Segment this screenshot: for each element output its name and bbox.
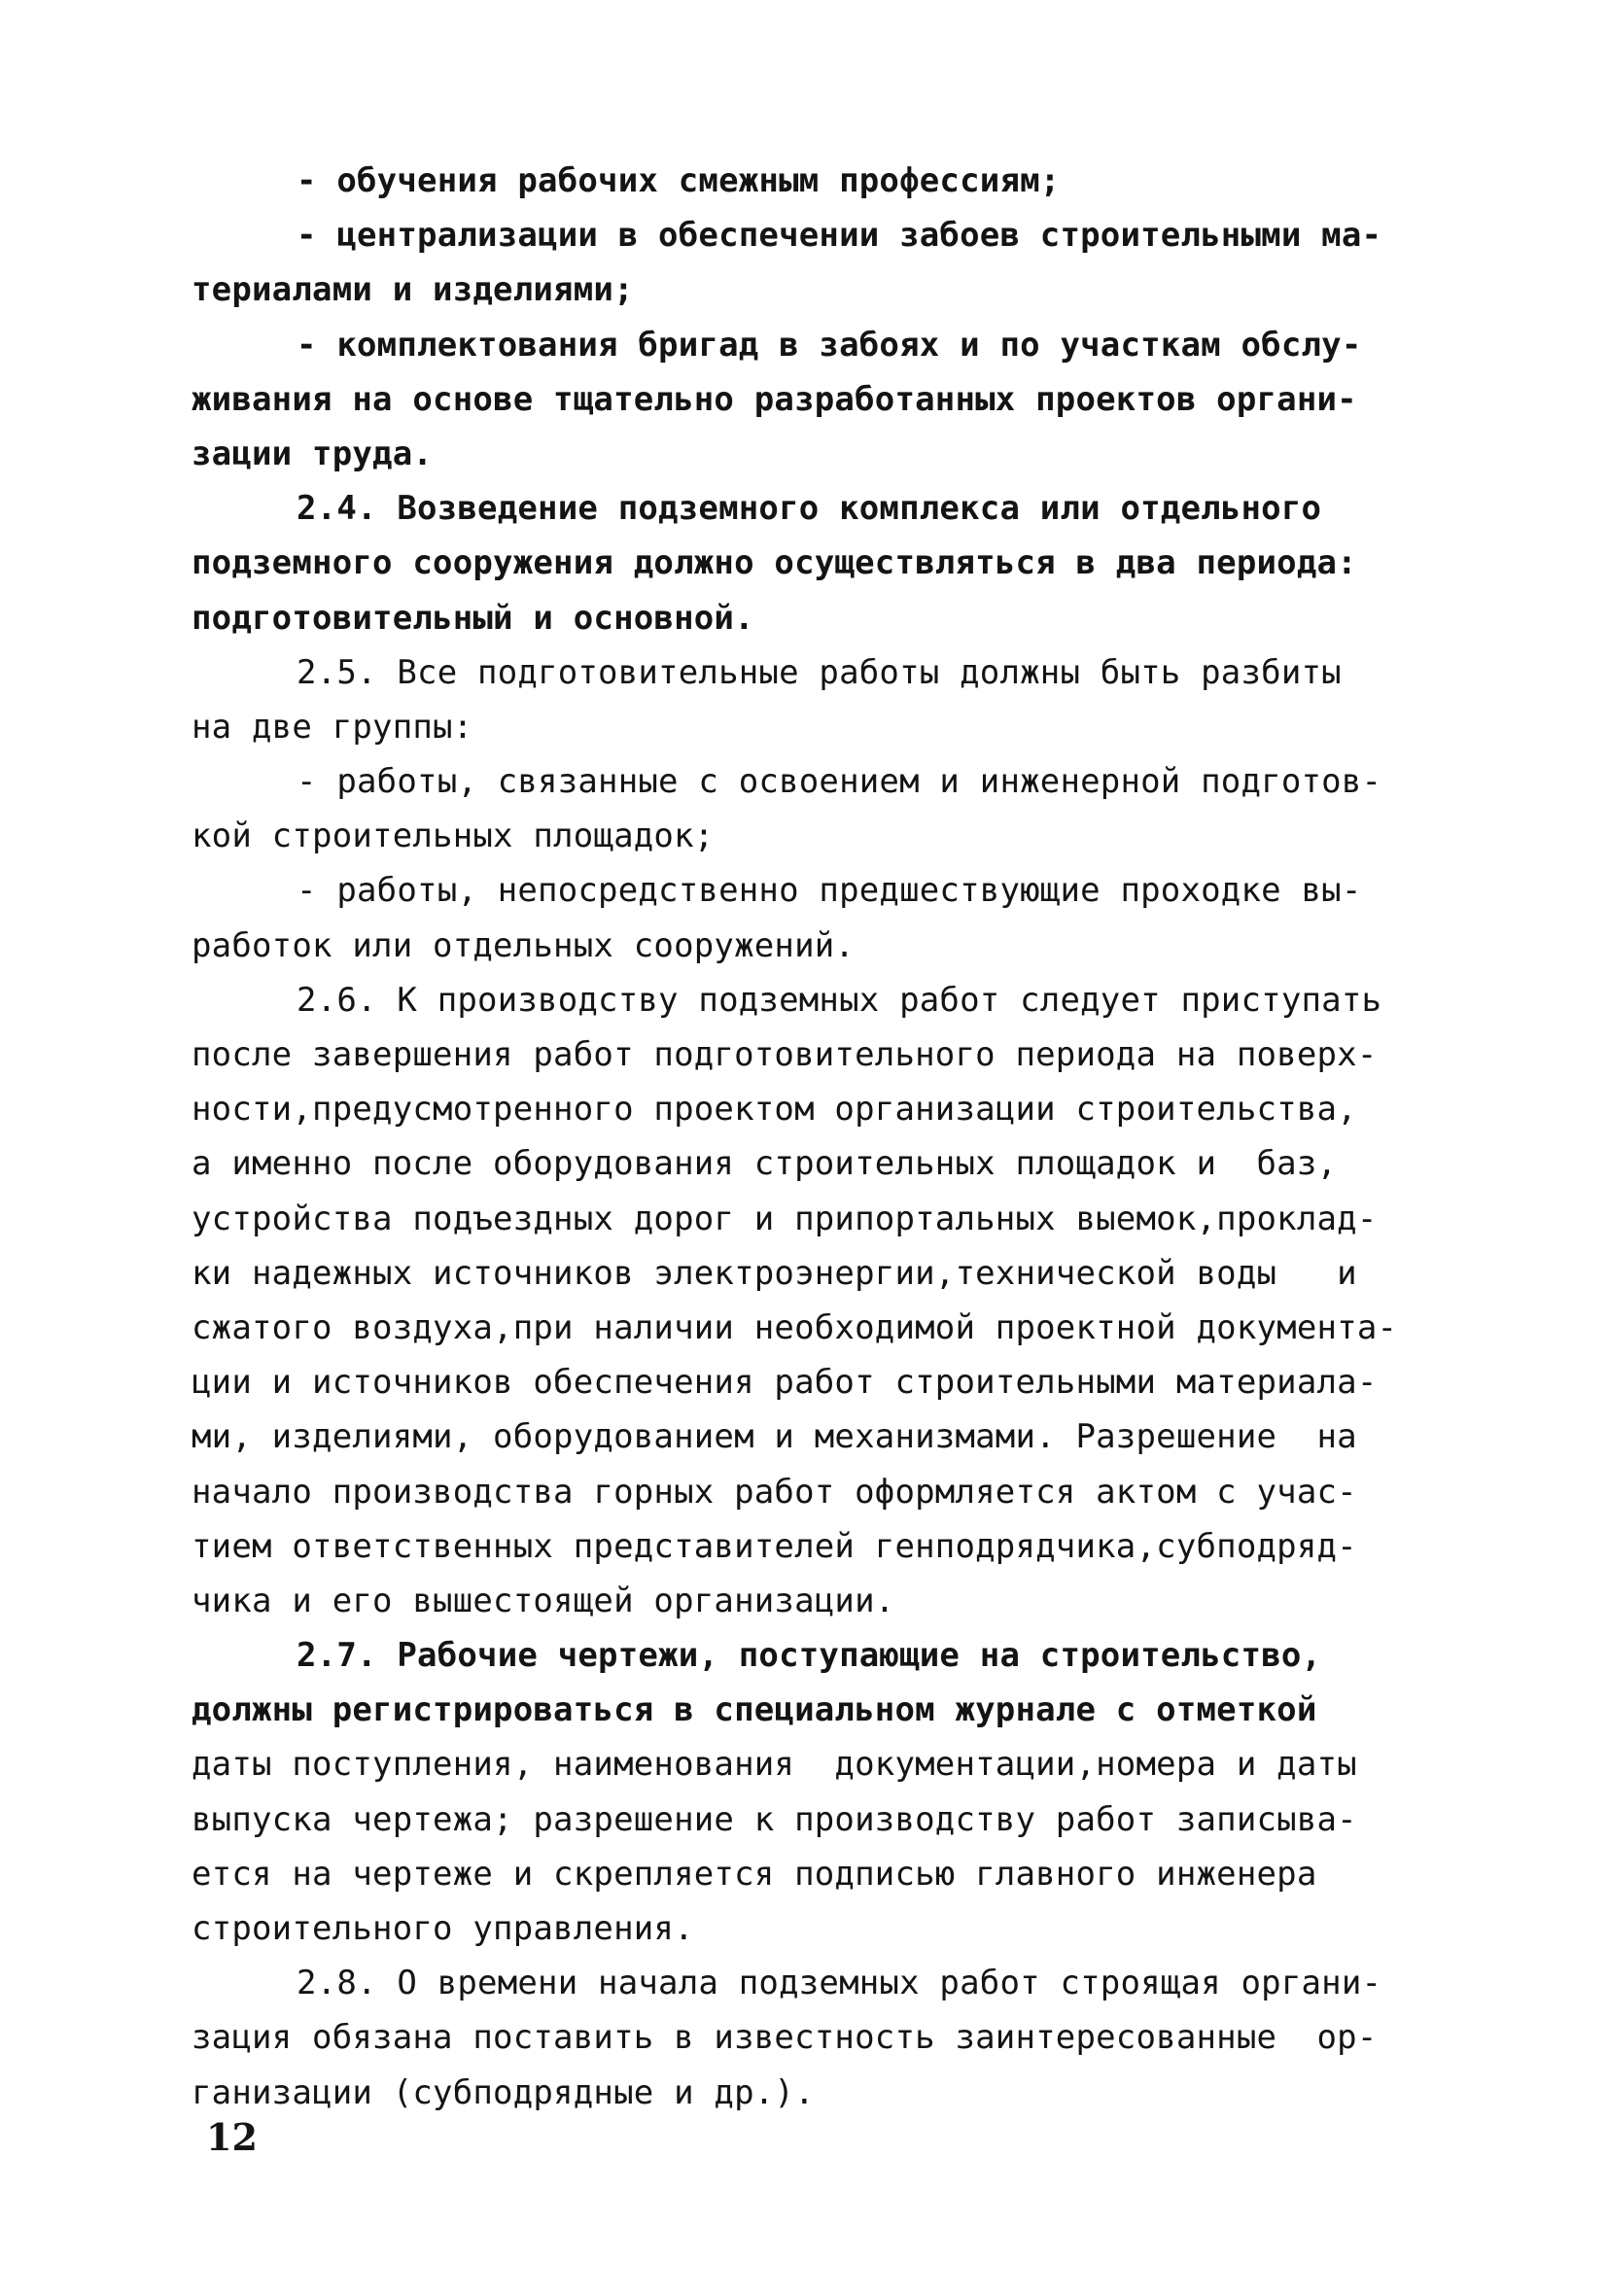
text-line: 2.6. К производству подземных работ следует приступать <box>297 980 1382 1020</box>
text-line: зации труда. <box>192 434 434 473</box>
text-line: сжатого воздуха,при наличии необходимой проектной документа- <box>192 1307 1398 1347</box>
text-line: ности,предусмотренного проектом организации строительства, <box>192 1090 1357 1130</box>
text-line: зация обязана поставить в известность заинтересованные ор- <box>192 2018 1378 2058</box>
text-line: подготовительный и основной. <box>192 598 754 638</box>
text-line: живания на основе тщательно разработанных проектов органи- <box>192 379 1357 419</box>
text-line: - работы, непосредственно предшествующие проходке вы- <box>297 871 1362 911</box>
text-line: 2.8. О времени начала подземных работ строящая органи- <box>297 1964 1382 2003</box>
text-line: ки надежных источников электроэнергии,технической воды и <box>192 1253 1357 1293</box>
text-line: на две группы: <box>192 707 473 747</box>
text-line: даты поступления, наименования документации,номера и даты <box>192 1745 1357 1785</box>
text-line: выпуска чертежа; разрешение к производству работ записыва- <box>192 1799 1357 1839</box>
text-line: начало производства горных работ оформляется актом с учас- <box>192 1472 1357 1512</box>
text-line: - централизации в обеспечении забоев строительными ма- <box>297 216 1382 256</box>
text-line: ганизации (субподрядные и др.). <box>192 2072 815 2112</box>
text-line: 2.5. Все подготовительные работы должны быть разбиты <box>297 652 1342 692</box>
text-line: - работы, связанные с освоением и инженерной подготов- <box>297 762 1382 802</box>
body-text <box>192 154 1424 2120</box>
text-line: ется на чертеже и скрепляется подписью главного инженера <box>192 1854 1317 1894</box>
text-line: териалами и изделиями; <box>192 270 634 310</box>
text-line: подземного сооружения должно осуществляться в два периода: <box>192 543 1357 583</box>
text-line: 2.7. Рабочие чертежи, поступающие на строительство, <box>297 1636 1322 1676</box>
text-line: чика и его вышестоящей организации. <box>192 1581 895 1620</box>
page-number: 12 <box>206 2115 258 2159</box>
text-line: устройства подъездных дорог и припортальных выемок,проклад- <box>192 1199 1378 1238</box>
text-line: а именно после оборудования строительных площадок и баз, <box>192 1144 1338 1184</box>
text-line: - комплектования бригад в забоях и по участкам обслу- <box>297 325 1362 365</box>
text-line: кой строительных площадок; <box>192 817 715 856</box>
text-line: 2.4. Возведение подземного комплекса или отдельного <box>297 489 1322 529</box>
text-line: тием ответственных представителей генподрядчика,субподряд- <box>192 1526 1357 1566</box>
text-line: после завершения работ подготовительного периода на поверх- <box>192 1035 1378 1074</box>
text-line: работок или отдельных сооружений. <box>192 925 856 965</box>
text-line: строительного управления. <box>192 1909 694 1948</box>
text-line: ции и источников обеспечения работ строительными материала- <box>192 1363 1378 1403</box>
text-line: - обучения рабочих смежным профессиям; <box>297 161 1061 200</box>
text-line: ми, изделиями, оборудованием и механизмами. Разрешение на <box>192 1417 1357 1457</box>
text-line: должны регистрироваться в специальном журнале с отметкой <box>192 1690 1317 1730</box>
